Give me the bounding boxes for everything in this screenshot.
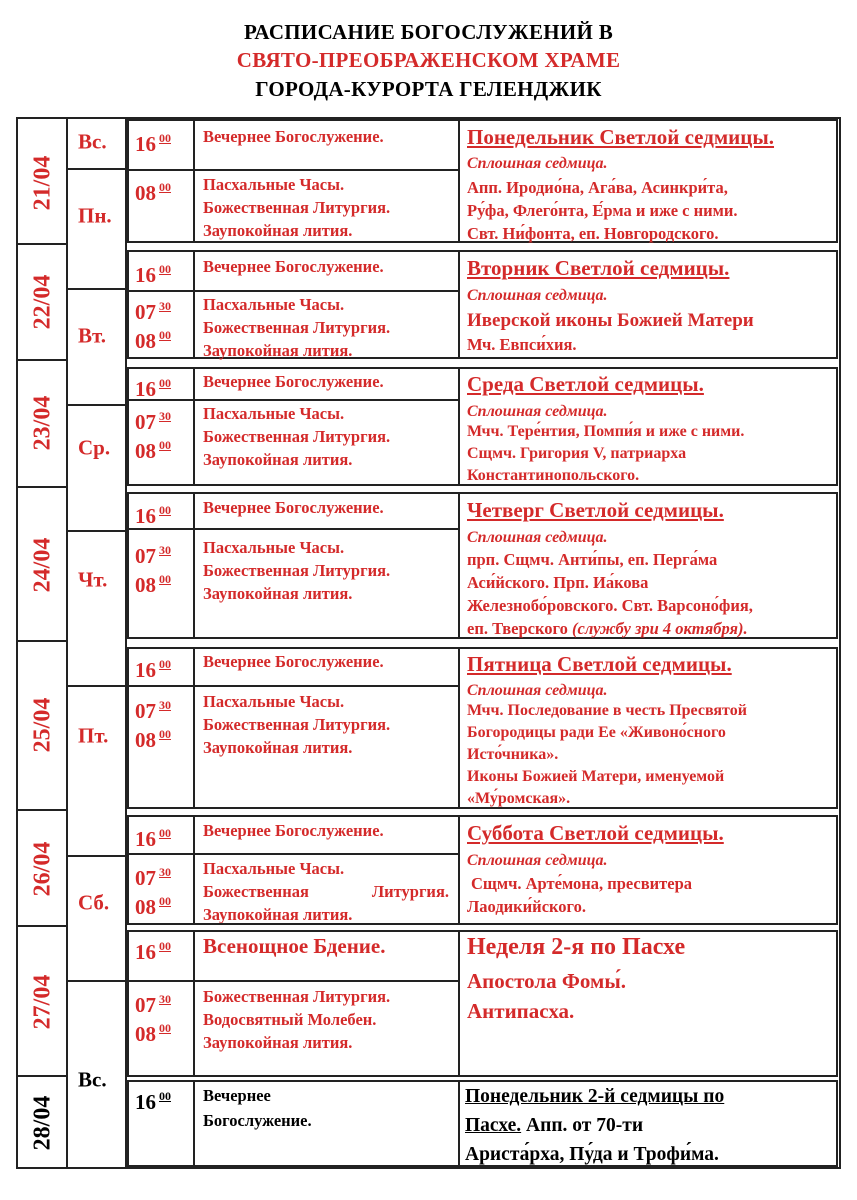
service-name: Вечернее Богослужение. (203, 372, 384, 391)
saints-line: Свт. Ни́фонта, еп. Новгородского. (467, 224, 719, 243)
day-divider (67, 980, 126, 982)
service-name: Вечернее Богослужение. (203, 652, 384, 671)
day-label: Пт. (78, 723, 109, 748)
time-divider (193, 815, 195, 925)
saints-line: Пасхе. Апп. от 70-ти (465, 1115, 644, 1136)
date-label: 28/04 (29, 1095, 56, 1151)
week-type: Сплошная седмица. (467, 852, 608, 869)
service-name: Пасхальные Часы. (203, 175, 345, 194)
saints-line: Лаодики́йского. (467, 897, 587, 916)
service-time: 08 $^{00}$ (135, 328, 171, 353)
service-name: Божественная Литургия. (203, 198, 391, 217)
service-time: 08 $^{00}$ (135, 438, 171, 463)
service-time: 07 $^{30}$ (135, 543, 171, 568)
time-divider (193, 647, 195, 809)
day-label: Вс. (78, 1067, 107, 1092)
saints-line: Богородицы ради Ее «Живоно́сного (467, 724, 726, 741)
feast-title: Среда Светлой седмицы. (467, 372, 704, 396)
time-divider (193, 1080, 195, 1167)
saints-line: Мчч. Тере́нтия, Помпи́я и иже с ними. (467, 423, 745, 440)
service-name: Вечернее Богослужение. (203, 821, 384, 840)
service-time: 16 $^{00}$ (135, 503, 171, 528)
day-label: Вт. (78, 323, 106, 348)
feast-title: Неделя 2-я по Пасхе (467, 934, 686, 960)
service-time: 07 $^{30}$ (135, 992, 171, 1017)
saints-line: Ру́фа, Флего́нта, Е́рма и иже с ними. (467, 201, 738, 220)
saints-line: Исто́чника». (467, 746, 559, 763)
day-label: Ср. (78, 435, 111, 460)
feast-title: Четверг Светлой седмицы. (467, 498, 724, 522)
time-divider (193, 250, 195, 359)
service-name: Заупокойная лития. (203, 1033, 353, 1052)
church-name: СВЯТО-ПРЕОБРАЖЕНСКОМ ХРАМЕ (236, 48, 621, 72)
service-time: 08 $^{00}$ (135, 894, 171, 919)
time-divider (193, 930, 195, 1077)
service-name: Пасхальные Часы. (203, 859, 345, 878)
date-divider (18, 243, 67, 245)
saints-line: Аси́йского. Прп. Иа́кова (467, 573, 649, 592)
service-time: 16 $^{00}$ (135, 657, 171, 682)
date-label: 25/04 (29, 697, 56, 753)
service-name: Пасхальные Часы. (203, 404, 345, 423)
day-divider (67, 685, 126, 687)
service-time: 16 $^{00}$ (135, 939, 171, 964)
service-name: Божественная Литургия. (203, 882, 449, 901)
saints-line: Антипасха. (467, 999, 575, 1023)
city-name: ГОРОДА-КУРОРТА ГЕЛЕНДЖИК (255, 77, 602, 101)
week-type: Сплошная седмица. (467, 155, 608, 172)
saints-line: Апостола Фомы́. (467, 969, 626, 993)
week-type: Сплошная седмица. (467, 529, 608, 546)
day-label: Пн. (78, 203, 112, 228)
service-time: 07 $^{30}$ (135, 299, 171, 324)
feast-title: Суббота Светлой седмицы. (467, 821, 724, 845)
week-type: Сплошная седмица. (467, 682, 608, 699)
service-name: Водосвятный Молебен. (203, 1010, 377, 1029)
service-name: Божественная Литургия. (203, 987, 391, 1006)
date-divider (18, 1075, 67, 1077)
service-name: Заупокойная лития. (203, 905, 353, 923)
time-divider (193, 367, 195, 486)
date-column-divider (66, 119, 68, 1167)
day-divider (67, 168, 126, 170)
date-divider (18, 486, 67, 488)
service-time: 16 $^{00}$ (135, 262, 171, 287)
date-label: 24/04 (29, 537, 56, 593)
service-time: 16 $^{00}$ (135, 826, 171, 851)
day-divider (67, 855, 126, 857)
saints-line: Железнобо́ровского. Свт. Варсоно́фия, (467, 596, 753, 615)
day-divider (67, 404, 126, 406)
service-name: Вечернее Богослужение. (203, 127, 384, 146)
feast-title: Вторник Светлой седмицы. (467, 256, 730, 280)
week-type: Сплошная седмица. (467, 403, 608, 420)
service-time: 16 $^{00}$ (135, 376, 171, 401)
service-name: Пасхальные Часы. (203, 538, 345, 557)
feast-title: Понедельник Светлой седмицы. (467, 125, 775, 149)
date-label: 23/04 (29, 395, 56, 451)
service-name: Вечернее Богослужение. (203, 498, 384, 517)
service-time: 08 $^{00}$ (135, 180, 171, 205)
service-name: Божественная Литургия. (203, 715, 391, 734)
service-time: 08 $^{00}$ (135, 727, 171, 752)
service-time: 07 $^{30}$ (135, 698, 171, 723)
day-label: Сб. (78, 890, 110, 915)
saints-line: Ариста́рха, Пу́да и Трофи́ма. (465, 1144, 719, 1165)
saints-line: «Му́ромская». (467, 790, 571, 807)
service-name: Заупокойная лития. (203, 341, 353, 360)
saints-line: еп. Тверского (службу зри 4 октября). (467, 619, 748, 638)
service-name: Божественная Литургия. (203, 561, 391, 580)
service-note: (службу зри 4 октября). (572, 619, 748, 638)
time-divider (193, 492, 195, 639)
saints-line: Константинопольского. (467, 467, 640, 484)
schedule-title: РАСПИСАНИЕ БОГОСЛУЖЕНИЙ В (243, 20, 614, 44)
day-divider (67, 288, 126, 290)
service-name: Заупокойная лития. (203, 738, 353, 757)
service-time: 08 $^{00}$ (135, 572, 171, 597)
feast-title: Понедельник 2-й седмицы по (465, 1086, 725, 1107)
service-time: 07 $^{30}$ (135, 865, 171, 890)
date-label: 27/04 (29, 974, 56, 1030)
date-divider (18, 359, 67, 361)
time-divider (193, 119, 195, 243)
saints-line: Сщмч. Арте́мона, пресвитера (471, 874, 693, 893)
service-time: 16 $^{00}$ (135, 131, 171, 156)
service-name: Заупокойная лития. (203, 450, 353, 469)
saints-line: Мч. Евпси́хия. (467, 335, 577, 354)
week-type: Сплошная седмица. (467, 287, 608, 304)
service-name: Всенощное Бдение. (203, 934, 386, 958)
date-divider (18, 809, 67, 811)
service-name: Пасхальные Часы. (203, 295, 345, 314)
feast-title: Пятница Светлой седмицы. (467, 652, 732, 676)
service-time: 07 $^{30}$ (135, 409, 171, 434)
date-divider (18, 640, 67, 642)
service-name: Пасхальные Часы. (203, 692, 345, 711)
saints-line: Мчч. Последование в честь Пресвятой (467, 702, 747, 719)
date-label: 21/04 (29, 155, 56, 211)
service-name: Богослужение. (203, 1111, 312, 1130)
service-name: Вечернее (203, 1086, 271, 1105)
service-name: Божественная Литургия. (203, 427, 391, 446)
date-label: 22/04 (29, 274, 56, 330)
service-time: 16 $^{00}$ (135, 1089, 171, 1114)
service-name: Вечернее Богослужение. (203, 257, 384, 276)
service-name: Заупокойная лития. (203, 221, 353, 240)
saints-line: Иконы Божией Матери, именуемой (467, 768, 725, 785)
saints-line: Апп. Иродио́на, Ага́ва, Асинкри́та, (467, 178, 728, 197)
day-label: Вс. (78, 129, 107, 154)
saints-line: прп. Сщмч. Анти́пы, еп. Перга́ма (467, 550, 718, 569)
date-label: 26/04 (29, 841, 56, 897)
saints-line: Иверской иконы Божией Матери (467, 310, 754, 331)
date-divider (18, 925, 67, 927)
saints-line: Сщмч. Григория V, патриарха (467, 445, 687, 462)
service-name: Божественная Литургия. (203, 318, 391, 337)
day-label: Чт. (78, 567, 108, 592)
day-divider (67, 530, 126, 532)
service-time: 08 $^{00}$ (135, 1021, 171, 1046)
service-name: Заупокойная лития. (203, 584, 353, 603)
